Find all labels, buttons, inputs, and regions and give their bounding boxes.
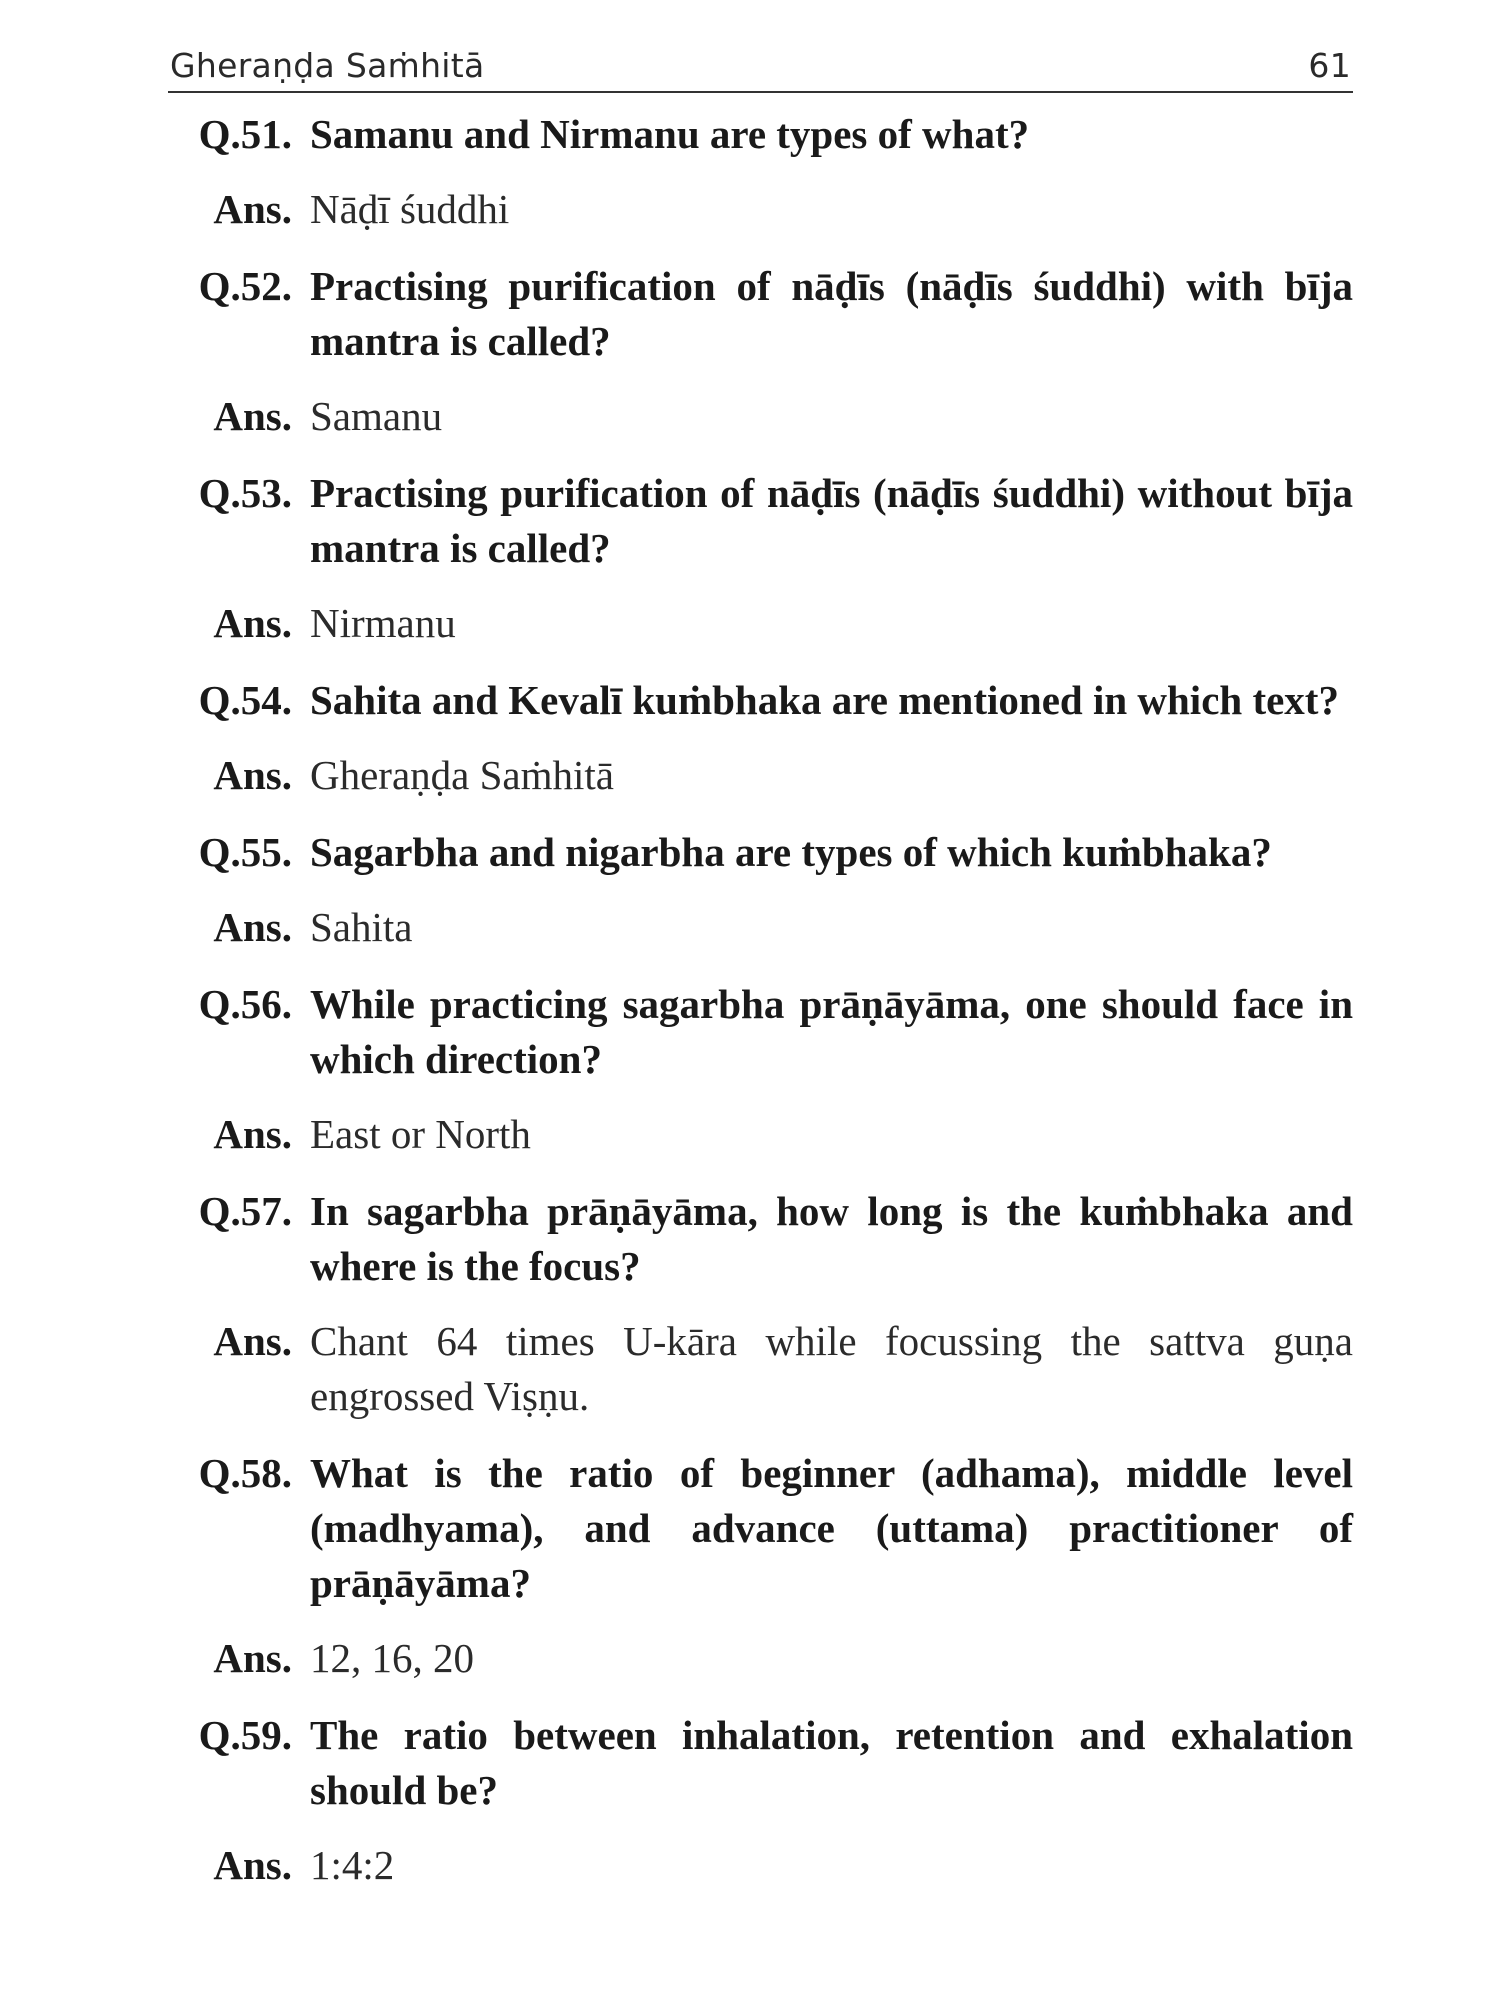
qa-item-52 (168, 259, 1353, 444)
question-label: Q.56. (198, 981, 292, 1027)
qa-item-58 (168, 1446, 1353, 1686)
question-text: What is the ratio of beginner (adhama), middle level (madhyama), and advance (uttama) practitioner of prāṇāyāma? (310, 1450, 1353, 1606)
answer-text: Samanu (310, 393, 443, 439)
question-text: The ratio between inhalation, retention and exhalation should be? (310, 1712, 1353, 1813)
question-text: Sagarbha and nigarbha are types of which kuṁbhaka? (310, 829, 1272, 875)
answer-text: Sahita (310, 904, 413, 950)
qa-item-57 (168, 1184, 1353, 1424)
question-text: While practicing sagarbha prāṇāyāma, one should face in which direction? (310, 981, 1353, 1082)
question-label: Q.55. (198, 829, 292, 875)
answer-label: Ans. (213, 1111, 292, 1157)
answer-label: Ans. (213, 1842, 292, 1888)
answer-text: Nāḍī śuddhi (310, 186, 510, 232)
answer-text: Gheraṇḍa Saṁhitā (310, 752, 614, 798)
question-text: Practising purification of nāḍīs (nāḍīs śuddhi) without bīja mantra is called? (310, 470, 1353, 571)
question-label: Q.52. (198, 263, 292, 309)
qa-list (168, 107, 1353, 1893)
question-text: Samanu and Nirmanu are types of what? (310, 111, 1030, 157)
qa-item-53 (168, 466, 1353, 651)
question-label: Q.57. (198, 1188, 292, 1234)
page-number: 61 (1308, 46, 1351, 85)
answer-label: Ans. (213, 1318, 292, 1364)
qa-item-54 (168, 673, 1353, 803)
qa-item-51 (168, 107, 1353, 237)
question-text: Practising purification of nāḍīs (nāḍīs śuddhi) with bīja mantra is called? (310, 263, 1353, 364)
qa-item-59 (168, 1708, 1353, 1893)
answer-text: East or North (310, 1111, 531, 1157)
book-title: Gheraṇḍa Saṁhitā (170, 46, 485, 85)
question-label: Q.58. (198, 1450, 292, 1496)
book-page (168, 46, 1353, 1915)
question-text: In sagarbha prāṇāyāma, how long is the kuṁbhaka and where is the focus? (310, 1188, 1353, 1289)
answer-label: Ans. (213, 904, 292, 950)
question-label: Q.54. (198, 677, 292, 723)
question-label: Q.53. (198, 470, 292, 516)
question-label: Q.51. (198, 111, 292, 157)
qa-item-56 (168, 977, 1353, 1162)
question-label: Q.59. (198, 1712, 292, 1758)
answer-text: Chant 64 times U-kāra while focussing the sattva guṇa engrossed Viṣṇu. (310, 1318, 1353, 1419)
answer-label: Ans. (213, 600, 292, 646)
answer-text: 1:4:2 (310, 1842, 395, 1888)
answer-label: Ans. (213, 752, 292, 798)
answer-text: Nirmanu (310, 600, 456, 646)
question-text: Sahita and Kevalī kuṁbhaka are mentioned in which text? (310, 677, 1339, 723)
answer-label: Ans. (213, 393, 292, 439)
answer-text: 12, 16, 20 (310, 1635, 474, 1681)
answer-label: Ans. (213, 186, 292, 232)
answer-label: Ans. (213, 1635, 292, 1681)
qa-item-55 (168, 825, 1353, 955)
running-header (168, 46, 1353, 93)
